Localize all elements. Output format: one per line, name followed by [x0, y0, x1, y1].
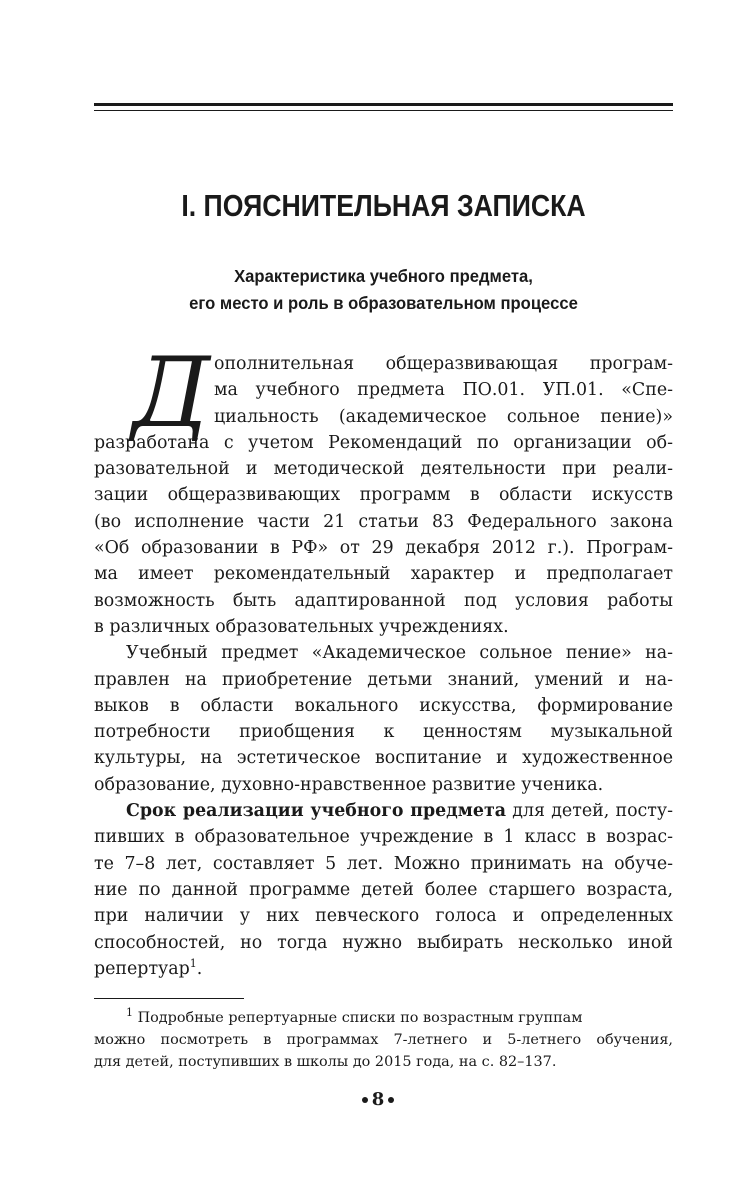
paragraph-2 — [94, 640, 673, 798]
bullet-dot-icon — [388, 1097, 394, 1103]
text-line: разовательной и методической деятельности при реали- — [94, 459, 673, 480]
text-line: ма имеет рекомендательный характер и предполагает — [94, 564, 673, 585]
text-line: пивших в образовательное учреждение в 1 класс в возрас- — [94, 827, 673, 848]
chapter-title: I. ПОЯСНИТЕЛЬНАЯ ЗАПИСКА — [181, 188, 586, 223]
last-line-end: . — [196, 958, 203, 979]
text-line: ние по данной программе детей более старшего возраста, — [94, 879, 673, 900]
text-line: (во исполнение части 21 статьи 83 Федерального закона — [94, 511, 673, 532]
text-line: циальность (академическое сольное пение)» — [214, 406, 673, 427]
text-line: зации общеразвивающих программ в области искусств — [94, 485, 673, 506]
footnote-marker: 1 — [126, 1006, 133, 1020]
text-line: разработана с учетом Рекомендаций по организации об- — [94, 432, 673, 453]
drop-cap-letter: Д — [132, 337, 211, 449]
text-line: при наличии у них певческого голоса и определенных — [94, 906, 673, 927]
text-line — [94, 956, 673, 982]
text-line: потребности приобщения к ценностям музыкальной — [94, 722, 673, 743]
header-rule-thin — [94, 110, 673, 111]
text-line: выков в области вокального искусства, формирование — [94, 695, 673, 716]
text-line: культуры, на эстетическое воспитание и художественное — [94, 748, 673, 769]
first-line-rest: для детей, посту- — [506, 801, 674, 822]
bullet-dot-icon — [362, 1097, 368, 1103]
footnote-reference[interactable]: 1 — [189, 957, 197, 971]
footnote-rule — [94, 998, 244, 999]
footnote-line-3: для детей, поступивших в школы до 2015 года, на с. 82–137. — [94, 1054, 557, 1070]
text-line: способностей, но тогда нужно выбирать несколько иной — [94, 932, 673, 953]
text-line: правлен на приобретение детьми знаний, умений и на- — [94, 669, 673, 690]
text-line: в различных образовательных учреждениях. — [94, 616, 509, 637]
footnote-line-2: можно посмотреть в программах 7-летнего и 5-летнего обучения, — [94, 1032, 673, 1048]
text-line: ма учебного предмета ПО.01. УП.01. «Спе- — [214, 380, 673, 401]
text-line: ополнительная общеразвивающая програм- — [214, 354, 673, 374]
footnote-line-1-text: Подробные репертуарные списки по возрастным группам — [133, 1010, 583, 1026]
text-line: образование, духовно-нравственное развитие ученика. — [94, 774, 604, 795]
text-line: «Об образовании в РФ» от 29 декабря 2012 г.). Програм- — [94, 538, 673, 559]
text-line — [94, 798, 673, 824]
page-number-value: 8 — [371, 1089, 385, 1110]
text-line: возможность быть адаптированной под условия работы — [94, 590, 673, 611]
text-line: те 7–8 лет, составляет 5 лет. Можно принимать на обуче- — [94, 853, 673, 874]
text-line: Учебный предмет «Академическое сольное пение» на- — [126, 643, 673, 664]
subtitle-line-2: его место и роль в образовательном процессе — [189, 293, 578, 313]
paragraph-1 — [94, 351, 673, 640]
section-subtitle — [94, 263, 673, 317]
header-rule-thick — [94, 103, 673, 106]
last-line: репертуар — [94, 958, 190, 979]
footnote-line-1 — [94, 1007, 673, 1029]
subtitle-line-1: Характеристика учебного предмета, — [234, 266, 533, 286]
paragraph-3 — [94, 798, 673, 982]
page-number — [0, 1089, 756, 1110]
bold-lead: Срок реализации учебного предмета — [126, 801, 506, 822]
footnote — [94, 1007, 673, 1073]
body-text — [94, 351, 673, 982]
